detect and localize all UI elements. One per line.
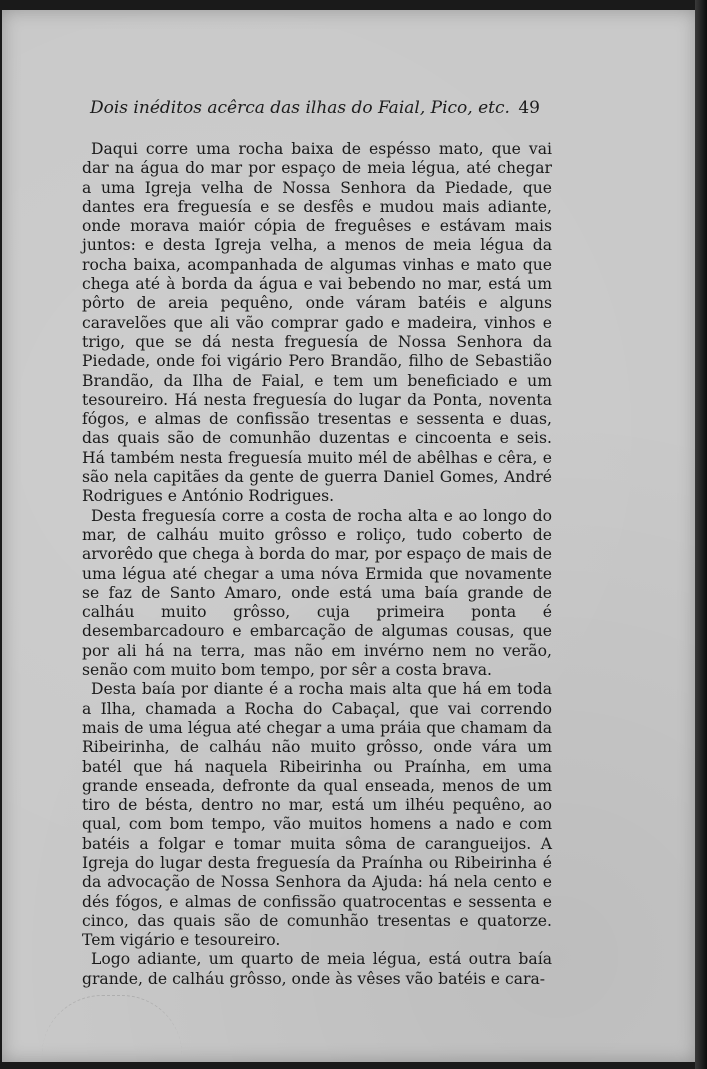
paragraph: Desta freguesía corre a costa de rocha alta e ao longo do mar, de calháu muito grôsso e roliço, tudo coberto de arvorêdo que chega à borda do mar, por espaço de mais de uma légua até chegar a uma nóva Ermida que novamente se faz de Santo Amaro, onde está uma baía grande de calháu muito grôsso, cuja primeira ponta é desembarcadouro e embarcação de algumas cousas, que por ali há na terra, mas não em invérno nem no verão, senão com muito bom tempo, por sêr a costa brava. [82, 506, 552, 680]
paper-tear-mark [42, 995, 182, 1062]
page-edge-shadow [695, 0, 707, 1069]
book-page [2, 10, 696, 1062]
page-number: 49 [518, 98, 540, 118]
running-title: Dois inéditos acêrca das ilhas do Faial, Pico, etc. [90, 98, 510, 118]
paragraph: Logo adiante, um quarto de meia légua, está outra baía grande, de calháu grôsso, onde às vêses vão batéis e cara- [82, 950, 552, 988]
paragraph: Desta baía por diante é a rocha mais alta que há em toda a Ilha, chamada a Rocha do Cabaçal, que vai correndo mais de uma légua até chegar a uma práia que chamam da Ribeirinha, de calháu não muito grôsso, onde vára um batél que há naquela Ribeirinha ou Praínha, em uma grande enseada, defronte da qual enseada, menos de um tiro de bésta, dentro no mar, está um ilhéu pequêno, ao qual, com bom tempo, vão muitos homens a nado e com batéis a folgar e tomar muita sôma de carangueijos. A Igreja do lugar desta freguesía da Praínha ou Ribeirinha é da advocação de Nossa Senhora da Ajuda: há nela cento e dés fógos, e almas de confissão quatrocentas e sessenta e cinco, das quais são de comunhão tresentas e quatorze. Tem vigário e tesoureiro. [82, 680, 552, 950]
paragraph: Daqui corre uma rocha baixa de espésso mato, que vai dar na água do mar por espaço de meia légua, até chegar a uma Igreja velha de Nossa Senhora da Piedade, que dantes era freguesía e se desfês e mudou mais adiante, onde morava maiór cópia de freguêses e estávam mais juntos: e desta Igreja velha, a menos de meia légua da rocha baixa, acompanhada de algumas vinhas e mato que chega até à borda da água e vai bebendo no mar, está um pôrto de areia pequêno, onde váram batéis e alguns caravelões que ali vão comprar gado e madeira, vinhos e trigo, que se dá nesta freguesía de Nossa Senhora da Piedade, onde foi vigário Pero Brandão, filho de Sebastião Brandão, da Ilha de Faial, e tem um beneficiado e um tesoureiro. Há nesta freguesía do lugar da Ponta, noventa fógos, e almas de confissão tresentas e sessenta e duas, das quais são de comunhão duzentas e cincoenta e seis. Há também nesta freguesía muito mél de abêlhas e cêra, e são nela capitães da gente de guerra Daniel Gomes, André Rodrigues e António Rodrigues. [82, 140, 552, 506]
body-text [82, 140, 552, 989]
